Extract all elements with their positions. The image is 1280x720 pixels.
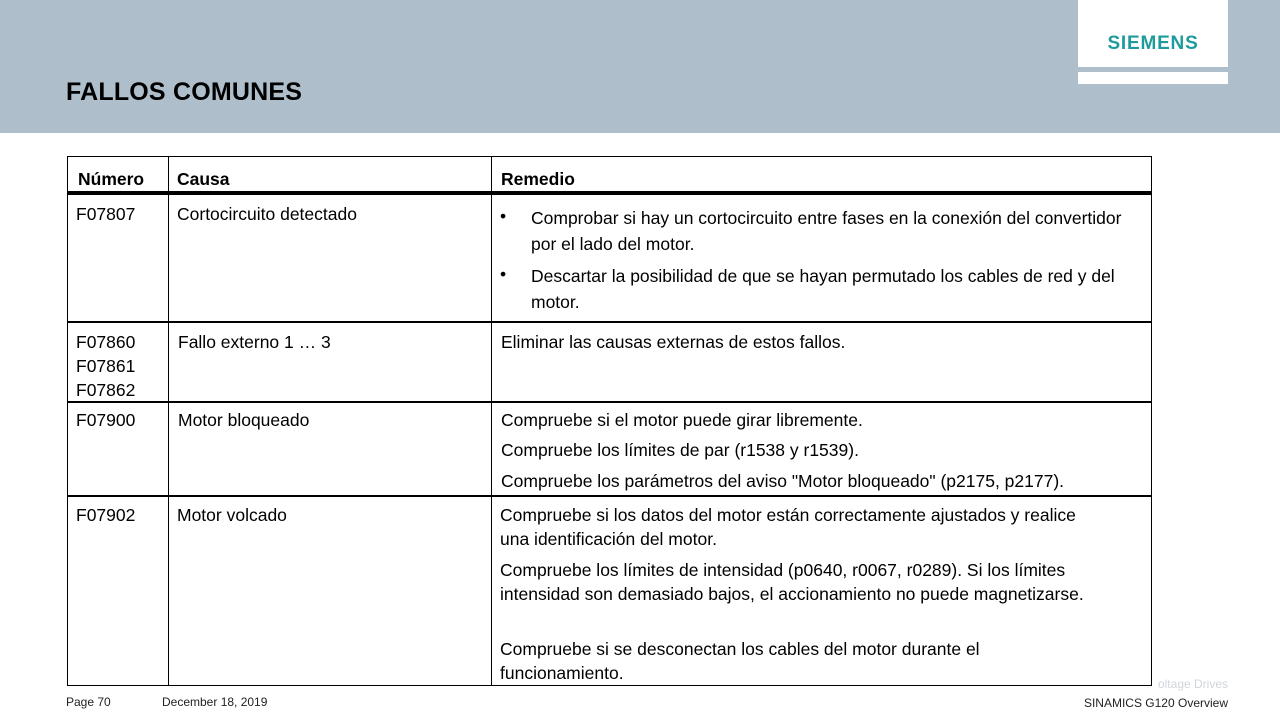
- cause-cell: [168, 322, 492, 402]
- header-cell: [168, 156, 492, 194]
- table-row: [67, 194, 1152, 322]
- logo-divider: [1078, 67, 1228, 72]
- fault-cause: Motor bloqueado: [178, 410, 310, 430]
- remedy-cell: [491, 194, 1152, 322]
- footer-ghost-text: oltage Drives: [1157, 677, 1228, 691]
- fault-code: F07861: [76, 356, 136, 376]
- cause-cell: [168, 496, 492, 686]
- remedy-text: Compruebe los límites de par (r1538 y r1539).: [501, 440, 859, 460]
- logo-wordmark: SIEMENS: [1107, 33, 1199, 54]
- fault-code: F07902: [76, 505, 136, 525]
- header-remedio: Remedio: [501, 169, 575, 189]
- remedy-cell: [491, 496, 1152, 686]
- fault-code: F07860: [76, 332, 136, 352]
- remedy-text: Compruebe si los datos del motor están correctamente ajustados y realice una identificación del motor.: [500, 505, 1076, 549]
- fault-cause: Motor volcado: [177, 505, 287, 525]
- fault-code: F07862: [76, 380, 136, 400]
- table-row: [67, 496, 1152, 686]
- header-causa: Causa: [177, 169, 230, 189]
- header-numero: Número: [78, 169, 145, 189]
- table-header-row: [67, 156, 1152, 194]
- bullet-icon: •: [500, 264, 507, 284]
- remedy-text: Comprobar si hay un cortocircuito entre fases en la conexión del convertidor por el lado del motor.: [531, 208, 1122, 254]
- remedy-text: Compruebe los parámetros del aviso "Motor bloqueado" (p2175, p2177).: [501, 471, 1065, 491]
- remedy-text: Descartar la posibilidad de que se hayan permutado los cables de red y del motor.: [531, 266, 1115, 312]
- fault-cause: Fallo externo 1 … 3: [178, 332, 331, 352]
- remedy-text: Compruebe si el motor puede girar libremente.: [501, 410, 863, 430]
- remedy-text: Compruebe si se desconectan los cables del motor durante el funcionamiento.: [500, 639, 980, 683]
- table-row: [67, 402, 1152, 496]
- code-cell: [67, 402, 169, 496]
- siemens-logo: [1078, 0, 1228, 84]
- table-row: [67, 322, 1152, 402]
- fault-code: F07900: [76, 410, 136, 430]
- remedy-text: Compruebe los límites de intensidad (p0640, r0067, r0289). Si los límites intensidad son demasiado bajos, el accionamiento no puede magnetizarse.: [500, 560, 1084, 604]
- bullet-icon: •: [500, 206, 507, 226]
- remedy-cell: [491, 402, 1152, 496]
- code-cell: [67, 322, 169, 402]
- page-title: FALLOS COMUNES: [66, 78, 303, 106]
- fault-cause: Cortocircuito detectado: [177, 204, 357, 224]
- footer-date: December 18, 2019: [162, 695, 268, 709]
- footer-product: SINAMICS G120 Overview: [1083, 696, 1228, 710]
- code-cell: [67, 194, 169, 322]
- header-cell: [491, 156, 1152, 194]
- header-cell: [67, 156, 169, 194]
- remedy-cell: [491, 322, 1152, 402]
- remedy-text: Eliminar las causas externas de estos fallos.: [501, 332, 846, 352]
- cause-cell: [168, 402, 492, 496]
- fault-code: F07807: [76, 204, 136, 224]
- cause-cell: [168, 194, 492, 322]
- footer-page: Page 70: [66, 695, 111, 709]
- code-cell: [67, 496, 169, 686]
